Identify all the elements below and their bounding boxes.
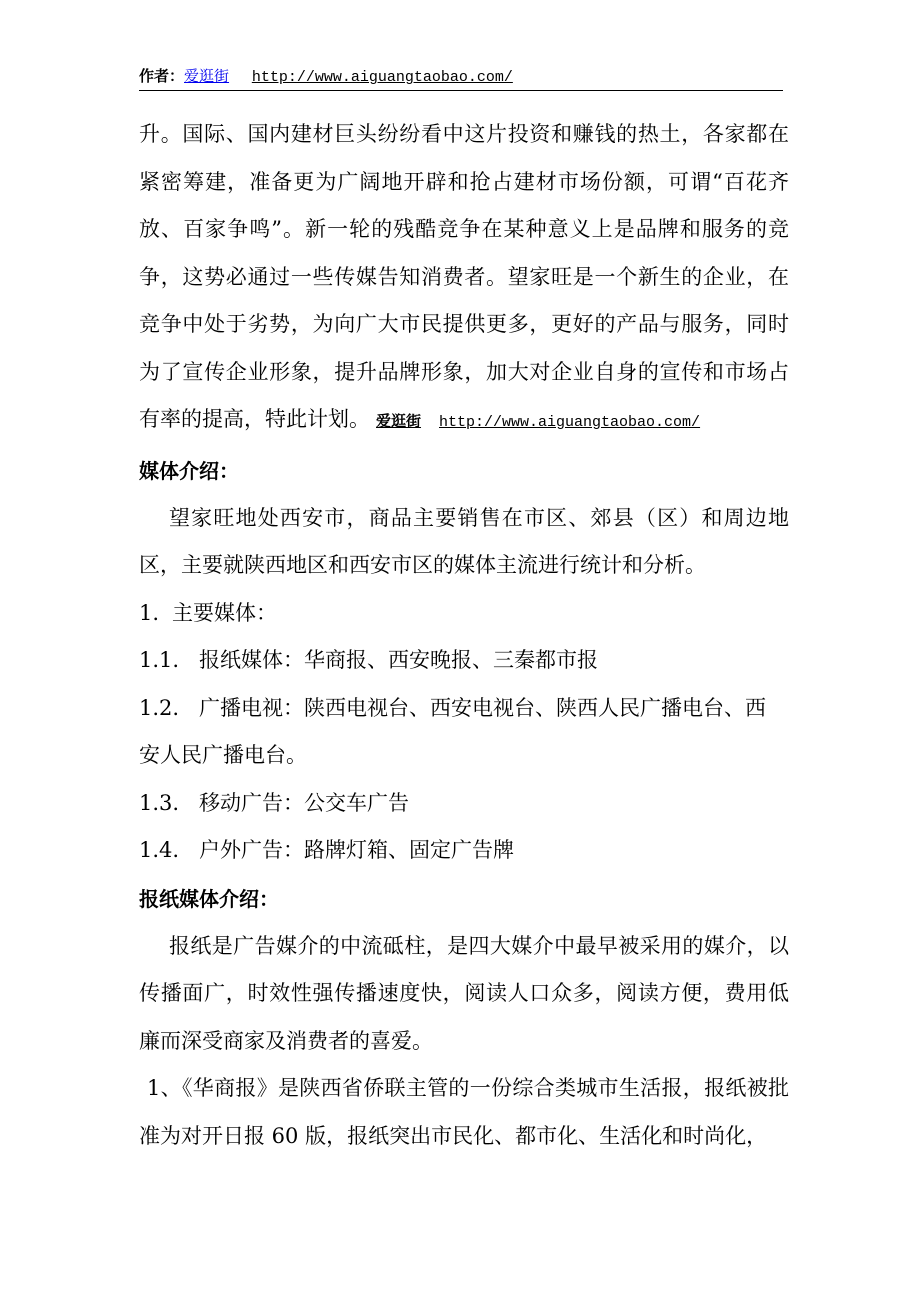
intro-paragraph [139, 111, 789, 447]
list-item [139, 827, 789, 875]
inline-url-link[interactable]: http://www.aiguangtaobao.com/ [439, 414, 701, 431]
list-item [139, 637, 789, 685]
list-title-text: 主要媒体： [172, 600, 277, 625]
intro-text: 升。国际、国内建材巨头纷纷看中这片投资和赚钱的热土，各家都在紧密筹建，准备更为广阔地开辟和抢占建材市场份额，可谓“百花齐放、百家争鸣”。新一轮的残酷竞争在某种意义上是品牌和服务的竞争，这势必通过一些传媒告知消费者。望家旺是一个新生的企业，在竞争中处于劣势，为向广大市民提供更多，更好的产品与服务，同时为了宣传企业形象，提升品牌形象，加大对企业自身的宣传和市场占有率的提高，特此计划。 [139, 122, 789, 431]
inline-link [376, 412, 700, 430]
list-item-number: 1.1. [139, 648, 180, 672]
list-title [139, 590, 789, 638]
newspaper-section-title: 报纸媒体介绍： [139, 886, 279, 911]
list-item-continuation [139, 732, 789, 780]
document-body [139, 111, 789, 1160]
author-label: 作者： [139, 67, 185, 85]
list-item [139, 780, 789, 828]
list-item-text: 广播电视：陕西电视台、西安电视台、陕西人民广播电台、西 [199, 695, 766, 720]
list-item-text: 移动广告：公交车广告 [199, 790, 409, 815]
list-item-text: 报纸媒体：华商报、西安晚报、三秦都市报 [199, 648, 598, 672]
inline-brand-link[interactable]: 爱逛街 [376, 412, 422, 430]
list-item-number: 1.2. [139, 695, 180, 720]
huashang-paragraph: 1、《华商报》是陕西省侨联主管的一份综合类城市生活报，报纸被批准为对开日报 60 版，报纸突出市民化、都市化、生活化和时尚化， [139, 1076, 789, 1148]
media-paragraph: 望家旺地处西安市，商品主要销售在市区、郊县（区）和周边地区，主要就陕西地区和西安市区的媒体主流进行统计和分析。 [139, 505, 789, 577]
list-item-number: 1.4. [139, 838, 180, 862]
author-link[interactable]: 爱逛街 [184, 67, 230, 85]
page-header [139, 64, 783, 91]
list-title-number: 1. [139, 600, 160, 625]
list-item-number: 1.3. [139, 790, 180, 815]
list-item [139, 685, 789, 733]
list-item-text: 户外广告：路牌灯箱、固定广告牌 [199, 838, 514, 862]
list-item-text: 安人民广播电台。 [139, 743, 307, 767]
newspaper-paragraph: 报纸是广告媒介的中流砥柱，是四大媒介中最早被采用的媒介，以传播面广，时效性强传播速度快，阅读人口众多，阅读方便，费用低廉而深受商家及消费者的喜爱。 [139, 933, 789, 1053]
media-section-title: 媒体介绍： [139, 458, 239, 483]
header-url[interactable]: http://www.aiguangtaobao.com/ [251, 69, 513, 86]
